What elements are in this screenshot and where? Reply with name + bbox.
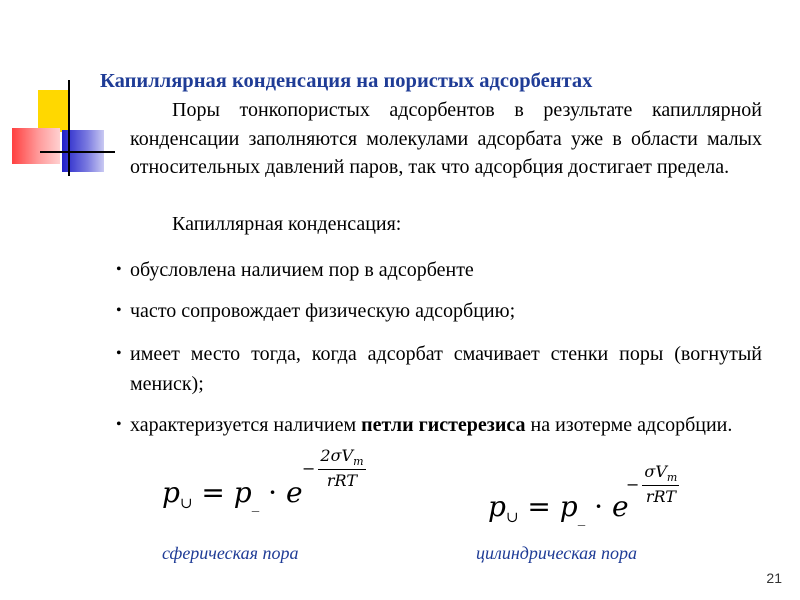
bullet-marker: • bbox=[116, 302, 122, 319]
formula-denominator: rRT bbox=[645, 487, 676, 507]
formula-denominator: rRT bbox=[326, 471, 357, 491]
bullet-text-start: характеризуется наличием bbox=[130, 414, 362, 436]
formula-rhs-p: p bbox=[233, 476, 252, 509]
formula-numerator-sub: m bbox=[666, 471, 678, 485]
formula-rhs-subscript: _ bbox=[577, 508, 586, 526]
bullet-marker: • bbox=[116, 345, 122, 362]
formula-rhs-subscript: _ bbox=[251, 494, 260, 512]
formula-equals: = bbox=[527, 490, 551, 523]
bullet-text: обусловлена наличием пор в адсорбенте bbox=[130, 259, 474, 281]
formula-numerator-text: σV bbox=[644, 462, 667, 481]
formula-numerator-text: 2σV bbox=[320, 446, 354, 465]
bullet-text bbox=[130, 410, 762, 440]
formula-lhs-subscript: ∪ bbox=[505, 508, 519, 526]
decor-yellow-square bbox=[38, 90, 68, 132]
bullet-item bbox=[116, 255, 762, 285]
formula-exp-sign: − bbox=[626, 474, 640, 494]
intro-paragraph: Поры тонкопористых адсорбентов в результате капиллярной конденсации заполняются молекулами адсорбата уже в области малых относительных давлений паров, так что адсорбция достигает предела. bbox=[130, 99, 762, 179]
formula-numerator bbox=[642, 462, 679, 486]
formula-lhs-subscript: ∪ bbox=[179, 494, 193, 512]
formula-fraction bbox=[642, 462, 679, 506]
formula-e: e bbox=[285, 476, 303, 509]
bullet-item bbox=[116, 296, 762, 326]
bullet-marker: • bbox=[116, 416, 122, 433]
caption-cylindrical-pore: цилиндрическая пора bbox=[476, 543, 638, 563]
page-number: 21 bbox=[766, 570, 782, 586]
bullet-text-end: на изотерме адсорбции. bbox=[525, 414, 733, 436]
caption-spherical-pore: сферическая пора bbox=[162, 543, 299, 563]
formula-exp-sign: − bbox=[302, 458, 316, 478]
bullet-text: часто сопровождает физическую адсорбцию; bbox=[130, 300, 516, 322]
bullet-item bbox=[116, 339, 762, 399]
formula-fraction bbox=[318, 446, 365, 490]
formula-dot: · bbox=[594, 490, 604, 523]
formula-rhs-p: p bbox=[559, 490, 578, 523]
subheading: Капиллярная конденсация: bbox=[172, 213, 402, 235]
hysteresis-loop-term: петли гистерезиса bbox=[361, 414, 526, 436]
formula-lhs: p bbox=[488, 490, 506, 523]
decor-horizontal-line bbox=[40, 151, 115, 153]
bullet-marker: • bbox=[116, 261, 122, 278]
formula-equals: = bbox=[201, 476, 225, 509]
formula-e: e bbox=[611, 490, 629, 523]
formula-numerator-sub: m bbox=[353, 455, 364, 469]
bullet-item bbox=[116, 410, 762, 440]
decor-vertical-line bbox=[68, 80, 70, 176]
bullet-text: имеет место тогда, когда адсорбат смачивает стенки поры (вогнутый мениск); bbox=[130, 343, 762, 395]
formula-numerator bbox=[318, 446, 365, 470]
slide-title: Капиллярная конденсация на пористых адсорбентах bbox=[100, 70, 593, 92]
formula-exponent bbox=[302, 446, 366, 490]
formula-exponent bbox=[626, 462, 679, 506]
formula-lhs: p bbox=[162, 476, 180, 509]
formula-dot: · bbox=[268, 476, 278, 509]
decor-red-rect bbox=[12, 128, 60, 164]
